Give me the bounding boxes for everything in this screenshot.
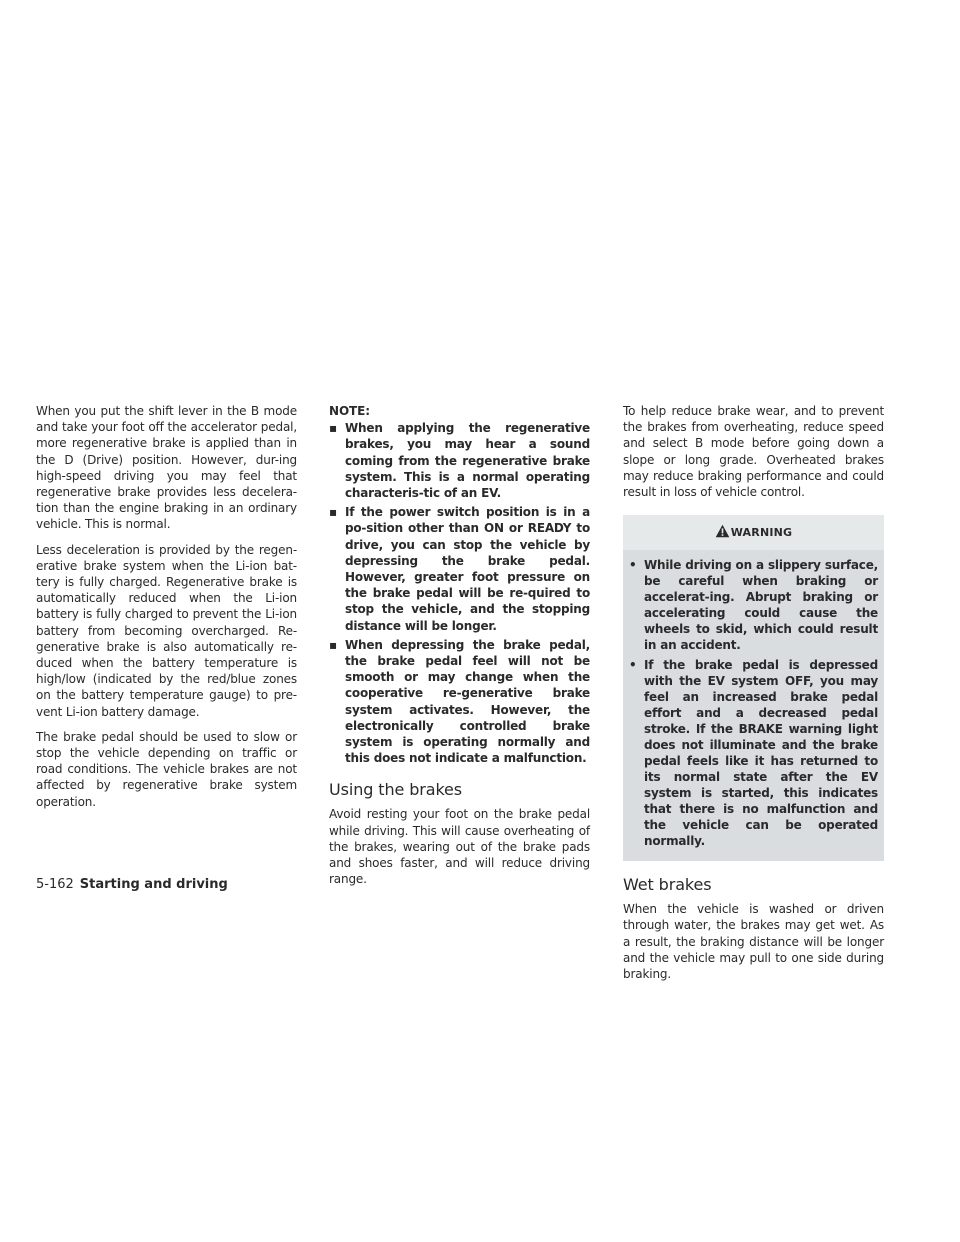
page-number: 5-162	[36, 877, 74, 892]
paragraph-b-mode: When you put the shift lever in the B mode and take your foot off the accelerator pedal, more regenerative brake is applied than in the D (Drive) position. However, dur-ing high-speed driving you may feel that regenerative brake provides less decelera-tion than the engine braking in an ordinary vehicle. This is normal.	[36, 404, 297, 532]
warning-triangle-icon	[715, 524, 730, 538]
note-item-text: When depressing the brake pedal, the brake pedal feel will not be smooth or may change when the cooperative re-generative brake system activates. However, the electronically controlled brake system is operating normally and this does not indicate a malfunction.	[345, 637, 590, 766]
dot-bullet-icon: •	[629, 658, 637, 673]
paragraph-reduce-brake-wear: To help reduce brake wear, and to prevent the brakes from overheating, reduce speed and select B mode before going down a slope or long grade. Overheated brakes may reduce braking performance and could result in loss of vehicle control.	[623, 404, 884, 500]
warning-item-text: If the brake pedal is depressed with the EV system OFF, you may feel an increased brake pedal effort and a decreased pedal stroke. If the BRAKE warning light does not illuminate and the brake pedal feels like it has returned to its normal state after the EV system is started, this indicates that there is no malfunction and the vehicle can be operated normally.	[644, 658, 878, 849]
square-bullet-icon: ▪	[329, 421, 337, 436]
note-title: NOTE:	[329, 404, 370, 418]
warning-box	[623, 515, 884, 861]
square-bullet-icon: ▪	[329, 637, 337, 652]
column-middle	[329, 403, 590, 896]
column-left	[36, 403, 297, 819]
warning-header	[623, 515, 884, 550]
section-title-wet-brakes: Wet brakes	[623, 875, 712, 895]
footer-section-title: Starting and driving	[79, 877, 228, 892]
warning-item-text: While driving on a slippery surface, be careful when braking or accelerat-ing. Abrupt braking or accelerating could cause the wheels to skid, which could result in an accident.	[644, 558, 878, 653]
paragraph-wet-brakes: When the vehicle is washed or driven through water, the brakes may get wet. As a result, the braking distance will be longer and the vehicle may pull to one side during braking.	[623, 902, 884, 982]
note-item-text: When applying the regenerative brakes, you may hear a sound coming from the regenerative brake system. This is a normal operating characteris-tic of an EV.	[345, 421, 590, 501]
note-item	[329, 504, 590, 634]
square-bullet-icon: ▪	[329, 505, 337, 520]
note-item	[329, 420, 590, 501]
note-item	[329, 637, 590, 767]
section-title-using-brakes: Using the brakes	[329, 780, 463, 800]
warning-item	[629, 657, 878, 849]
paragraph-using-brakes: Avoid resting your foot on the brake pedal while driving. This will cause overheating of the brakes, wearing out of the brake pads and shoes faster, and will reduce driving range.	[329, 807, 590, 887]
warning-title: WARNING	[730, 526, 793, 540]
dot-bullet-icon: •	[629, 558, 637, 573]
paragraph-brake-pedal: The brake pedal should be used to slow or stop the vehicle depending on traffic or road conditions. The vehicle brakes are not affected by regenerative brake system operation.	[36, 729, 297, 809]
note-list	[329, 420, 590, 766]
warning-item	[629, 557, 878, 653]
warning-list	[629, 557, 878, 849]
column-right	[623, 403, 884, 991]
paragraph-less-deceleration: Less deceleration is provided by the regen-erative brake system when the Li-ion bat-tery is fully charged. Regenerative brake is automatically reduced when the Li-ion battery is fully charged to prevent the Li-ion battery from becoming overcharged. Re-generative brake is also automatically re-duced when the battery temperature is high/low (indicated by the red/blue zones on the battery temperature gauge) to pre-vent Li-ion battery damage.	[36, 542, 297, 719]
page-footer	[36, 876, 228, 894]
note-item-text: If the power switch position is in a po-sition other than ON or READY to drive, you can stop the vehicle by depressing the brake pedal. However, greater foot pressure on the brake pedal will be re-quired to stop the vehicle, and the stopping distance will be longer.	[345, 505, 590, 633]
